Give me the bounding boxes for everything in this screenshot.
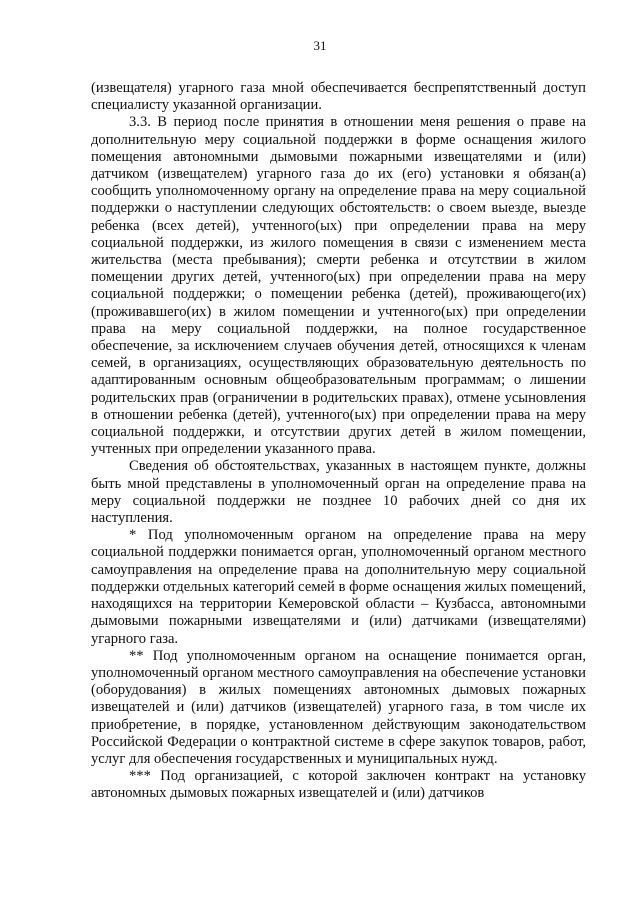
- footnote-1-authorized-body: * Под уполномоченным органом на определение права на меру социальной поддержки понимается орган, уполномоченный органом местного самоуправления на определение права на дополнительную меру социальной поддержки отдельных категорий семей в форме оснащения жилых помещений, находящихся на территории Кемеровской области – Кузбасса, автономными дымовыми пожарными извещателями и (или) датчиками (извещателями) угарного газа.: [91, 527, 586, 647]
- paragraph-3-3: 3.3. В период после принятия в отношении меня решения о праве на дополнительную меру социальной поддержки в форме оснащения жилого помещения автономными дымовыми пожарными извещателями и (или) датчиком (извещателем) угарного газа до их (его) установки я обязан(а) сообщить уполномоченному органу на определение права на меру социальной поддержки о наступлении следующих обстоятельств: о своем выезде, выезде ребенка (всех детей), учтенного(ых) при определении права на меру социальной поддержки, из жилого помещения в связи с изменением места жительства (места пребывания); смерти ребенка и отсутствии в жилом помещении других детей, учтенного(ых) при определении права на меру социальной поддержки; о помещении ребенка (детей), проживающего(их) (проживавшего(их) в жилом помещении и учтенного(ых) при определении права на меру социальной поддержки, на полное государственное обеспечение, за исключением случаев обучения детей, относящихся к членам семей, в организациях, осуществляющих образовательную деятельность по адаптированным основным общеобразовательным программам; о лишении родительских прав (ограничении в родительских правах), отмене усыновления в отношении ребенка (детей), учтенного(ых) при определении права на меру социальной поддержки, и отсутствии других детей в жилом помещении, учтенных при определении указанного права.: [91, 114, 586, 458]
- document-body: [91, 80, 586, 803]
- page-number: 31: [313, 38, 327, 53]
- footnote-3-organization: *** Под организацией, с которой заключен контракт на установку автономных дымовых пожарных извещателей и (или) датчиков: [91, 768, 586, 802]
- paragraph-circumstances-info: Сведения об обстоятельствах, указанных в настоящем пункте, должны быть мной представлены в уполномоченный орган на определение права на меру социальной поддержки не позднее 10 рабочих дней со дня их наступления.: [91, 458, 586, 527]
- paragraph-continued: (извещателя) угарного газа мной обеспечивается беспрепятственный доступ специалисту указанной организации.: [91, 80, 586, 114]
- footnote-2-equipment-body: ** Под уполномоченным органом на оснащение понимается орган, уполномоченный органом местного самоуправления на обеспечение установки (оборудования) в жилых помещениях автономных дымовых пожарных извещателей и (или) датчиков (извещателей) угарного газа, в том числе их приобретение, в порядке, установленном действующим законодательством Российской Федерации о контрактной системе в сфере закупок товаров, работ, услуг для обеспечения государственных и муниципальных нужд.: [91, 647, 586, 767]
